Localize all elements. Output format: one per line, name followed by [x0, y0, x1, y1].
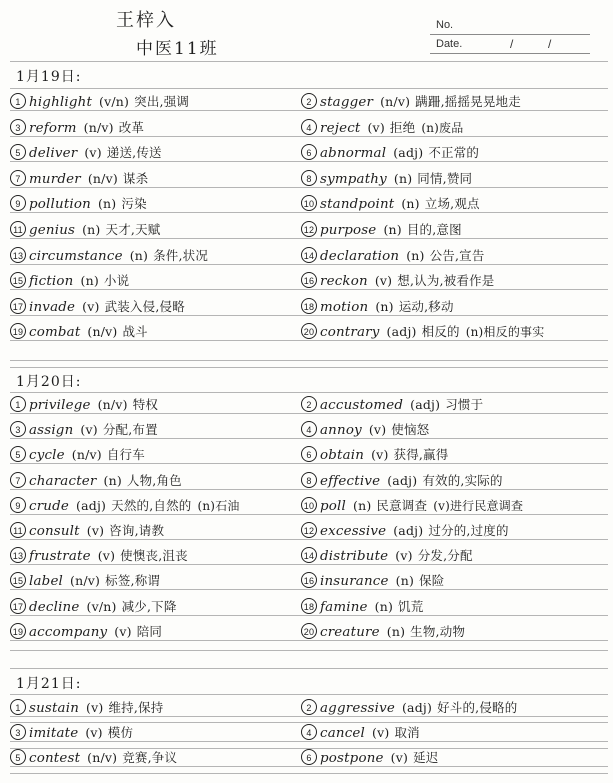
vocab-entry: [10, 497, 240, 515]
entry-part-of-speech: (adj): [387, 473, 418, 488]
entry-meaning: 不正常的: [428, 145, 480, 160]
entry-part-of-speech: (n): [80, 273, 99, 288]
entry-word: character: [29, 474, 97, 489]
entry-part-of-speech: (n): [353, 498, 372, 513]
ruled-line: [10, 61, 608, 62]
vocab-entry: [301, 396, 483, 414]
class-name: 中医11班: [136, 39, 219, 59]
vocab-entry: [301, 272, 495, 290]
vocab-entry: [301, 93, 521, 111]
entry-part-of-speech: (adj): [393, 145, 424, 160]
entry-meaning: 小说: [103, 273, 130, 288]
entry-word: contrary: [320, 325, 380, 340]
entry-word: cancel: [320, 726, 366, 741]
entry-part-of-speech: (n): [393, 171, 413, 186]
entry-number: 16: [301, 572, 317, 588]
entry-part-of-speech: (n): [395, 573, 415, 588]
entry-meaning: 好斗的,侵略的: [437, 700, 518, 715]
entry-meaning: 蹒跚,摇摇晃晃地走: [415, 94, 521, 109]
entry-part-of-speech: (n/v): [71, 447, 102, 462]
entry-word: crude: [29, 499, 70, 514]
entry-part-of-speech: (v): [372, 725, 390, 740]
section-date-heading: 1月21日:: [16, 676, 82, 692]
entry-meaning: 战斗: [122, 324, 148, 339]
ruled-line: [10, 367, 608, 368]
entry-meaning: 武装入侵,侵略: [104, 299, 185, 314]
entry-part-of-speech: (n/v): [83, 120, 114, 135]
entry-number: 4: [301, 119, 317, 135]
entry-number: 5: [10, 749, 26, 765]
entry-meaning: 相反的: [421, 324, 460, 339]
date-slash: /: [510, 37, 514, 51]
entry-meaning: 使懊丧,沮丧: [120, 548, 188, 563]
entry-word: accustomed: [320, 398, 404, 413]
entry-extra-meaning: (n)废品: [421, 121, 464, 135]
section-date-heading: 1月19日:: [16, 69, 82, 85]
entry-part-of-speech: (n/v): [87, 750, 118, 765]
entry-part-of-speech: (v): [390, 750, 409, 765]
no-label: No.: [436, 19, 454, 31]
entry-part-of-speech: (v): [395, 548, 413, 563]
entry-word: highlight: [29, 95, 93, 110]
entry-part-of-speech: (n): [97, 196, 117, 211]
entry-word: motion: [320, 300, 369, 315]
entry-word: stagger: [320, 95, 374, 110]
entry-part-of-speech: (adj): [76, 498, 107, 513]
entry-meaning: 保险: [419, 573, 445, 588]
entry-number: 17: [10, 298, 26, 314]
entry-word: distribute: [320, 549, 389, 564]
entry-meaning: 突出,强调: [134, 94, 190, 109]
entry-number: 18: [301, 598, 317, 614]
entry-number: 3: [10, 421, 26, 437]
vocab-entry: [10, 749, 177, 767]
entry-part-of-speech: (n/v): [87, 171, 118, 186]
vocab-entry: [301, 170, 472, 188]
vocab-entry: [301, 699, 517, 717]
entry-part-of-speech: (v): [82, 299, 100, 314]
entry-word: postpone: [320, 751, 384, 766]
vocab-entry: [301, 497, 523, 515]
entry-number: 11: [10, 522, 26, 538]
entry-number: 6: [301, 446, 317, 462]
vocab-entry: [301, 547, 473, 565]
entry-part-of-speech: (n): [375, 299, 394, 314]
entry-number: 2: [301, 699, 317, 715]
entry-meaning: 特权: [132, 397, 159, 412]
entry-meaning: 陪同: [136, 624, 163, 639]
vocab-entry: [301, 572, 444, 590]
entry-meaning: 民意调查: [376, 498, 428, 513]
entry-meaning: 分配,布置: [102, 422, 158, 437]
date-line: [430, 53, 590, 54]
entry-part-of-speech: (n): [103, 473, 122, 488]
entry-word: excessive: [320, 524, 387, 539]
entry-meaning: 咨询,请教: [109, 523, 165, 538]
entry-word: standpoint: [320, 197, 395, 212]
no-line: [430, 34, 590, 35]
entry-number: 6: [301, 749, 317, 765]
entry-part-of-speech: (n/v): [70, 573, 101, 588]
vocab-entry: [301, 623, 465, 641]
vocab-entry: [301, 323, 544, 341]
entry-number: 5: [10, 144, 26, 160]
entry-word: circumstance: [29, 249, 123, 264]
ruled-line: [10, 88, 608, 89]
entry-meaning: 人物,角色: [126, 473, 182, 488]
entry-number: 3: [10, 119, 26, 135]
entry-meaning: 减少,下降: [121, 599, 177, 614]
entry-part-of-speech: (v): [374, 273, 393, 288]
entry-meaning: 同情,赞同: [417, 171, 473, 186]
vocab-entry: [10, 247, 208, 265]
entry-number: 12: [301, 221, 317, 237]
vocab-entry: [10, 93, 189, 111]
vocab-entry: [10, 472, 182, 490]
entry-meaning: 目的,意图: [406, 222, 462, 237]
entry-number: 2: [301, 93, 317, 109]
entry-number: 13: [10, 547, 26, 563]
entry-word: sustain: [29, 701, 80, 716]
entry-part-of-speech: (v): [86, 700, 104, 715]
entry-word: abnormal: [320, 146, 387, 161]
entry-word: obtain: [320, 448, 365, 463]
entry-number: 8: [301, 472, 317, 488]
entry-part-of-speech: (v/n): [86, 599, 117, 614]
entry-part-of-speech: (n/v): [87, 324, 118, 339]
vocab-entry: [10, 724, 133, 742]
entry-part-of-speech: (v): [86, 523, 105, 538]
vocab-entry: [10, 522, 164, 540]
entry-word: fiction: [29, 274, 74, 289]
vocab-entry: [10, 323, 148, 341]
entry-meaning: 过分的,过度的: [428, 523, 509, 538]
entry-word: contest: [29, 751, 81, 766]
entry-word: privilege: [29, 398, 91, 413]
entry-number: 4: [301, 421, 317, 437]
entry-meaning: 分发,分配: [417, 548, 473, 563]
student-name: 王梓入: [116, 10, 176, 31]
vocab-entry: [301, 446, 449, 464]
entry-meaning: 自行车: [106, 447, 145, 462]
vocab-entry: [10, 298, 185, 316]
entry-extra-meaning: (v)进行民意调查: [433, 499, 524, 513]
entry-word: declaration: [320, 249, 400, 264]
entry-part-of-speech: (n): [82, 222, 101, 237]
entry-number: 14: [301, 247, 317, 263]
entry-word: deliver: [29, 146, 78, 161]
entry-number: 7: [10, 472, 26, 488]
entry-number: 1: [10, 699, 26, 715]
entry-part-of-speech: (adj): [410, 397, 441, 412]
entry-number: 8: [301, 170, 317, 186]
entry-part-of-speech: (adj): [386, 324, 417, 339]
entry-meaning: 习惯于: [445, 397, 484, 412]
entry-word: poll: [320, 499, 346, 514]
entry-word: sympathy: [320, 172, 387, 187]
entry-word: label: [29, 574, 64, 589]
entry-meaning: 拒绝: [389, 120, 416, 135]
entry-word: famine: [320, 600, 368, 615]
vocab-entry: [10, 221, 161, 239]
vocab-entry: [10, 572, 160, 590]
entry-part-of-speech: (v): [97, 548, 116, 563]
ruled-line: [10, 360, 608, 361]
vocab-entry: [301, 298, 454, 316]
entry-meaning: 改革: [118, 120, 145, 135]
entry-extra-meaning: (n)石油: [197, 499, 240, 513]
vocab-entry: [301, 724, 420, 742]
entry-word: cycle: [29, 448, 65, 463]
date-label: Date.: [436, 38, 463, 50]
entry-meaning: 延迟: [413, 750, 439, 765]
entry-number: 6: [301, 144, 317, 160]
entry-part-of-speech: (n): [406, 248, 425, 263]
entry-word: decline: [29, 600, 80, 615]
entry-word: consult: [29, 524, 80, 539]
entry-word: purpose: [320, 223, 377, 238]
ruled-line: [10, 722, 608, 723]
entry-part-of-speech: (v): [368, 422, 387, 437]
entry-extra-meaning: (n)相反的事实: [465, 325, 545, 339]
entry-meaning: 生物,动物: [410, 624, 466, 639]
entry-meaning: 想,认为,被看作是: [397, 273, 495, 288]
entry-word: combat: [29, 325, 81, 340]
entry-number: 15: [10, 572, 26, 588]
entry-part-of-speech: (v): [84, 145, 102, 160]
vocab-entry: [10, 144, 162, 162]
vocab-entry: [10, 446, 145, 464]
entry-part-of-speech: (n): [129, 248, 149, 263]
entry-number: 15: [10, 272, 26, 288]
entry-word: annoy: [320, 423, 362, 438]
entry-number: 19: [10, 323, 26, 339]
entry-number: 1: [10, 93, 26, 109]
vocab-entry: [10, 119, 144, 137]
vocab-entry: [301, 247, 485, 265]
vocab-entry: [301, 472, 503, 490]
vocab-entry: [301, 598, 423, 616]
entry-part-of-speech: (v): [85, 725, 103, 740]
entry-word: insurance: [320, 574, 389, 589]
entry-part-of-speech: (n): [374, 599, 394, 614]
entry-word: pollution: [29, 197, 91, 212]
entry-number: 11: [10, 221, 26, 237]
ruled-line: [10, 694, 608, 695]
entry-part-of-speech: (v): [114, 624, 132, 639]
entry-part-of-speech: (n): [401, 196, 420, 211]
entry-number: 16: [301, 272, 317, 288]
section-date-heading: 1月20日:: [16, 374, 82, 390]
entry-word: invade: [29, 300, 76, 315]
entry-word: frustrate: [29, 549, 91, 564]
entry-number: 4: [301, 724, 317, 740]
entry-meaning: 递送,传送: [106, 145, 162, 160]
entry-meaning: 条件,状况: [153, 248, 209, 263]
entry-word: accompany: [29, 625, 108, 640]
entry-word: effective: [320, 474, 381, 489]
entry-part-of-speech: (n): [386, 624, 406, 639]
entry-meaning: 运动,移动: [398, 299, 454, 314]
ruled-line: [10, 650, 608, 651]
ruled-line: [10, 392, 608, 393]
ruled-line: [10, 773, 608, 774]
vocab-entry: [10, 699, 163, 717]
entry-number: 9: [10, 195, 26, 211]
entry-meaning: 饥荒: [398, 599, 424, 614]
entry-meaning: 维持,保持: [108, 700, 164, 715]
entry-meaning: 取消: [394, 725, 420, 740]
entry-meaning: 立场,观点: [424, 196, 480, 211]
entry-number: 20: [301, 623, 317, 639]
entry-number: 9: [10, 497, 26, 513]
entry-word: reform: [29, 121, 77, 136]
entry-word: creature: [320, 625, 380, 640]
vocab-entry: [10, 170, 148, 188]
date-slash: /: [548, 37, 552, 51]
entry-number: 10: [301, 195, 317, 211]
entry-meaning: 有效的,实际的: [422, 473, 503, 488]
entry-number: 20: [301, 323, 317, 339]
entry-number: 17: [10, 598, 26, 614]
vocab-entry: [10, 623, 162, 641]
entry-meaning: 标签,称谓: [105, 573, 161, 588]
entry-number: 12: [301, 522, 317, 538]
entry-part-of-speech: (adj): [401, 700, 433, 715]
entry-word: reject: [320, 121, 361, 136]
vocab-entry: [10, 272, 129, 290]
entry-number: 14: [301, 547, 317, 563]
entry-word: reckon: [320, 274, 368, 289]
entry-part-of-speech: (v): [367, 120, 385, 135]
entry-meaning: 污染: [121, 196, 147, 211]
entry-meaning: 天才,天赋: [105, 222, 161, 237]
vocab-entry: [301, 195, 480, 213]
vocab-entry: [10, 547, 188, 565]
vocab-entry: [301, 119, 463, 137]
entry-part-of-speech: (adj): [393, 523, 424, 538]
entry-meaning: 竞赛,争议: [122, 750, 178, 765]
entry-part-of-speech: (n/v): [380, 94, 411, 109]
entry-part-of-speech: (v/n): [99, 94, 130, 109]
entry-number: 2: [301, 396, 317, 412]
entry-number: 7: [10, 170, 26, 186]
entry-word: genius: [29, 223, 76, 238]
entry-number: 13: [10, 247, 26, 263]
entry-number: 19: [10, 623, 26, 639]
entry-meaning: 公告,宣告: [429, 248, 485, 263]
entry-word: imitate: [29, 726, 79, 741]
entry-number: 18: [301, 298, 317, 314]
entry-meaning: 获得,赢得: [393, 447, 449, 462]
entry-part-of-speech: (n/v): [97, 397, 128, 412]
entry-meaning: 谋杀: [122, 171, 149, 186]
vocab-entry: [301, 144, 479, 162]
vocab-entry: [10, 195, 147, 213]
vocab-entry: [301, 421, 429, 439]
entry-number: 3: [10, 724, 26, 740]
entry-word: murder: [29, 172, 81, 187]
entry-number: 10: [301, 497, 317, 513]
entry-meaning: 天然的,自然的: [111, 498, 192, 513]
vocab-entry: [10, 396, 158, 414]
vocab-entry: [10, 421, 158, 439]
vocab-entry: [10, 598, 177, 616]
entry-meaning: 模仿: [107, 725, 134, 740]
entry-number: 5: [10, 446, 26, 462]
ruled-line: [10, 668, 608, 669]
entry-meaning: 使恼怒: [391, 422, 430, 437]
entry-word: aggressive: [320, 701, 395, 716]
entry-part-of-speech: (v): [80, 422, 98, 437]
vocab-entry: [301, 221, 462, 239]
vocab-entry: [301, 522, 509, 540]
entry-part-of-speech: (n): [383, 222, 402, 237]
entry-number: 1: [10, 396, 26, 412]
entry-part-of-speech: (v): [371, 447, 389, 462]
entry-word: assign: [29, 423, 74, 438]
vocab-entry: [301, 749, 439, 767]
